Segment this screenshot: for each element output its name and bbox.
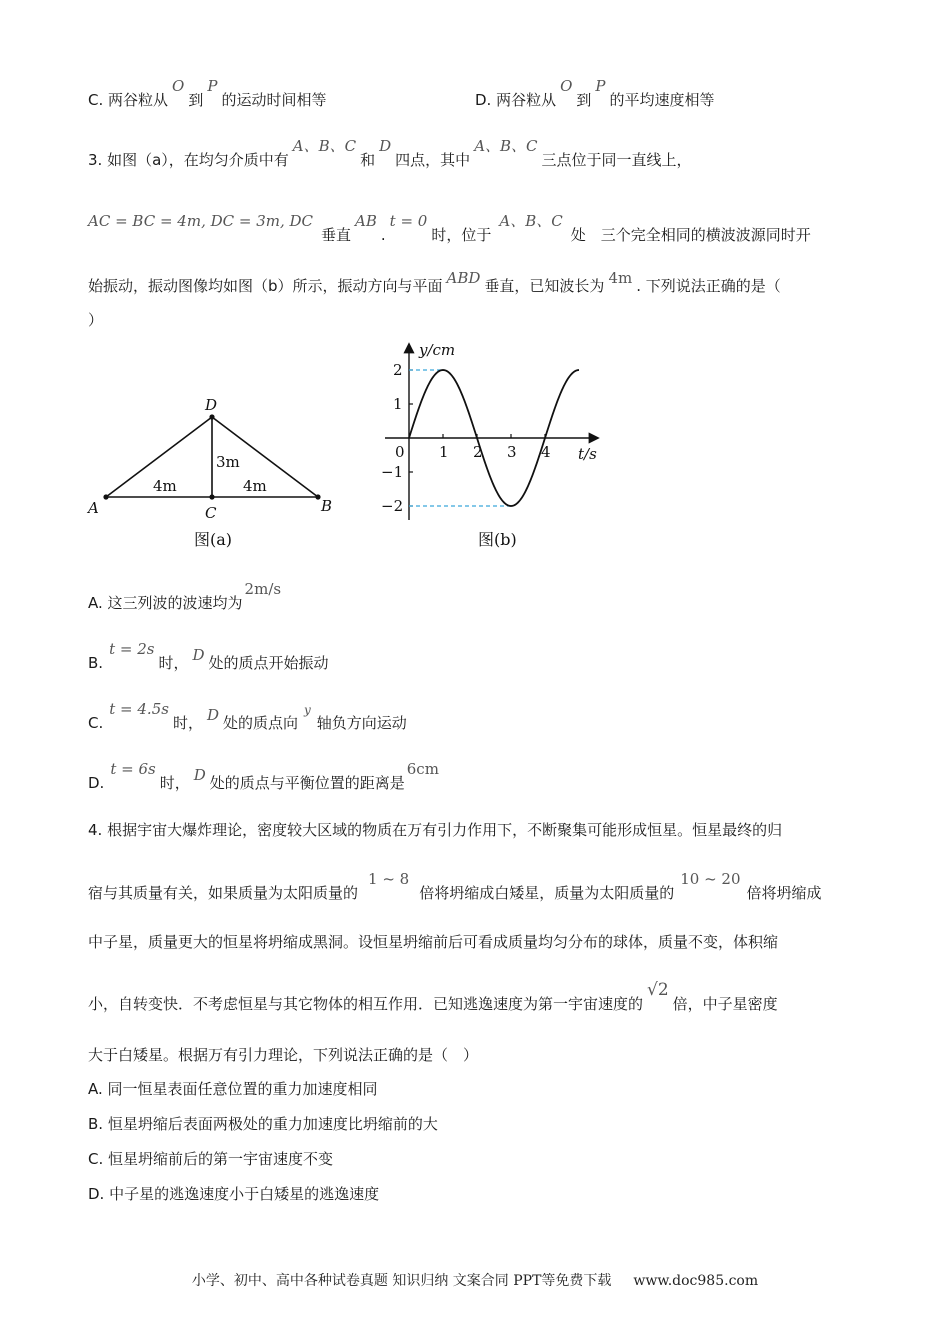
point-a: [103, 494, 108, 499]
q2-option-c: C. 两谷粒从O到P的运动时间相等: [88, 77, 327, 109]
q3-line-1: 3. 如图（a），在均匀介质中有A、B、C和D四点，其中A、B、C三点位于同一直线上，: [88, 137, 692, 169]
q4-line-2: 宿与其质量有关，如果质量为太阳质量的1 ~ 8倍将坍缩成白矮星，质量为太阳质量的10 ~ 20倍将坍缩成: [88, 870, 822, 902]
y-tick-label: −1: [381, 463, 404, 481]
figure-b-chart: [365, 335, 615, 555]
point-c: [209, 494, 214, 499]
label-d: D: [205, 396, 218, 414]
caption-a: 图(a): [194, 530, 233, 549]
footer-url[interactable]: www.doc985.com: [633, 1273, 759, 1289]
q3-line-2: AC = BC = 4m, DC = 3m, DC垂直AB.t = 0时，位于A、B、C处 三个完全相同的横波波源同时开: [88, 212, 811, 244]
x-tick-label: 2: [473, 443, 483, 461]
x-tick-label: 1: [439, 443, 449, 461]
q3-option-d: D.t = 6s时， D 处的质点与平衡位置的距离是6cm: [88, 760, 439, 792]
q3-line-4: ）: [88, 311, 104, 329]
q4-line-4: 小，自转变快．不考虑恒星与其它物体的相互作用．已知逃逸速度为第一宇宙速度的√2倍，中子星密度: [88, 980, 778, 1013]
q3-line-3: 始振动，振动图像均如图（b）所示，振动方向与平面 ABD 垂直，已知波长为 4m . 下列说法正确的是（: [88, 269, 781, 295]
q4-line-3: 中子星，质量更大的恒星将坍缩成黑洞。设恒星坍缩前后可看成质量均匀分布的球体，质量不变，体积缩: [88, 933, 779, 951]
label-a: A: [88, 499, 99, 517]
q3-option-c: C.t = 4.5s时， D 处的质点向$^y$轴负方向运动: [88, 700, 407, 732]
y-tick-label: −2: [381, 497, 404, 515]
point-d: [209, 414, 214, 419]
q4-option-d: D. 中子星的逃逸速度小于白矮星的逃逸速度: [88, 1185, 380, 1203]
x-tick-label: 4: [541, 443, 551, 461]
caption-b: 图(b): [478, 530, 517, 549]
x-tick-label: 0: [395, 443, 405, 461]
length-dc: 3m: [216, 453, 240, 471]
label-c: C: [205, 504, 217, 522]
q4-option-a: A. 同一恒星表面任意位置的重力加速度相同: [88, 1080, 378, 1098]
q4-line-1: 4. 根据宇宙大爆炸理论，密度较大区域的物质在万有引力作用下，不断聚集可能形成恒星。恒星最终的归: [88, 821, 783, 839]
q3-option-b: B.t = 2s时， D 处的质点开始振动: [88, 640, 329, 672]
figure-a: [80, 385, 350, 555]
q2-option-d: D. 两谷粒从O到P的平均速度相等: [475, 77, 715, 109]
x-tick-label: 3: [507, 443, 517, 461]
q4-option-c: C. 恒星坍缩前后的第一宇宙速度不变: [88, 1150, 334, 1168]
point-b: [315, 494, 320, 499]
page-footer: [0, 1270, 950, 1290]
q4-option-b: B. 恒星坍缩后表面两极处的重力加速度比坍缩前的大: [88, 1115, 438, 1133]
y-axis-label: y/cm: [419, 341, 456, 359]
q4-line-5: 大于白矮星。根据万有引力理论，下列说法正确的是（ ）: [88, 1046, 479, 1064]
footer-text: 小学、初中、高中各种试卷真题 知识归纳 文案合同 PPT等免费下载: [191, 1273, 612, 1289]
q3-option-a: A. 这三列波的波速均为2m/s: [88, 580, 282, 612]
label-b: B: [321, 497, 333, 515]
y-tick-label: 2: [393, 361, 403, 379]
length-cb: 4m: [243, 477, 267, 495]
y-tick-label: 1: [393, 395, 403, 413]
x-axis-label: t/s: [578, 445, 597, 463]
length-ac: 4m: [153, 477, 177, 495]
